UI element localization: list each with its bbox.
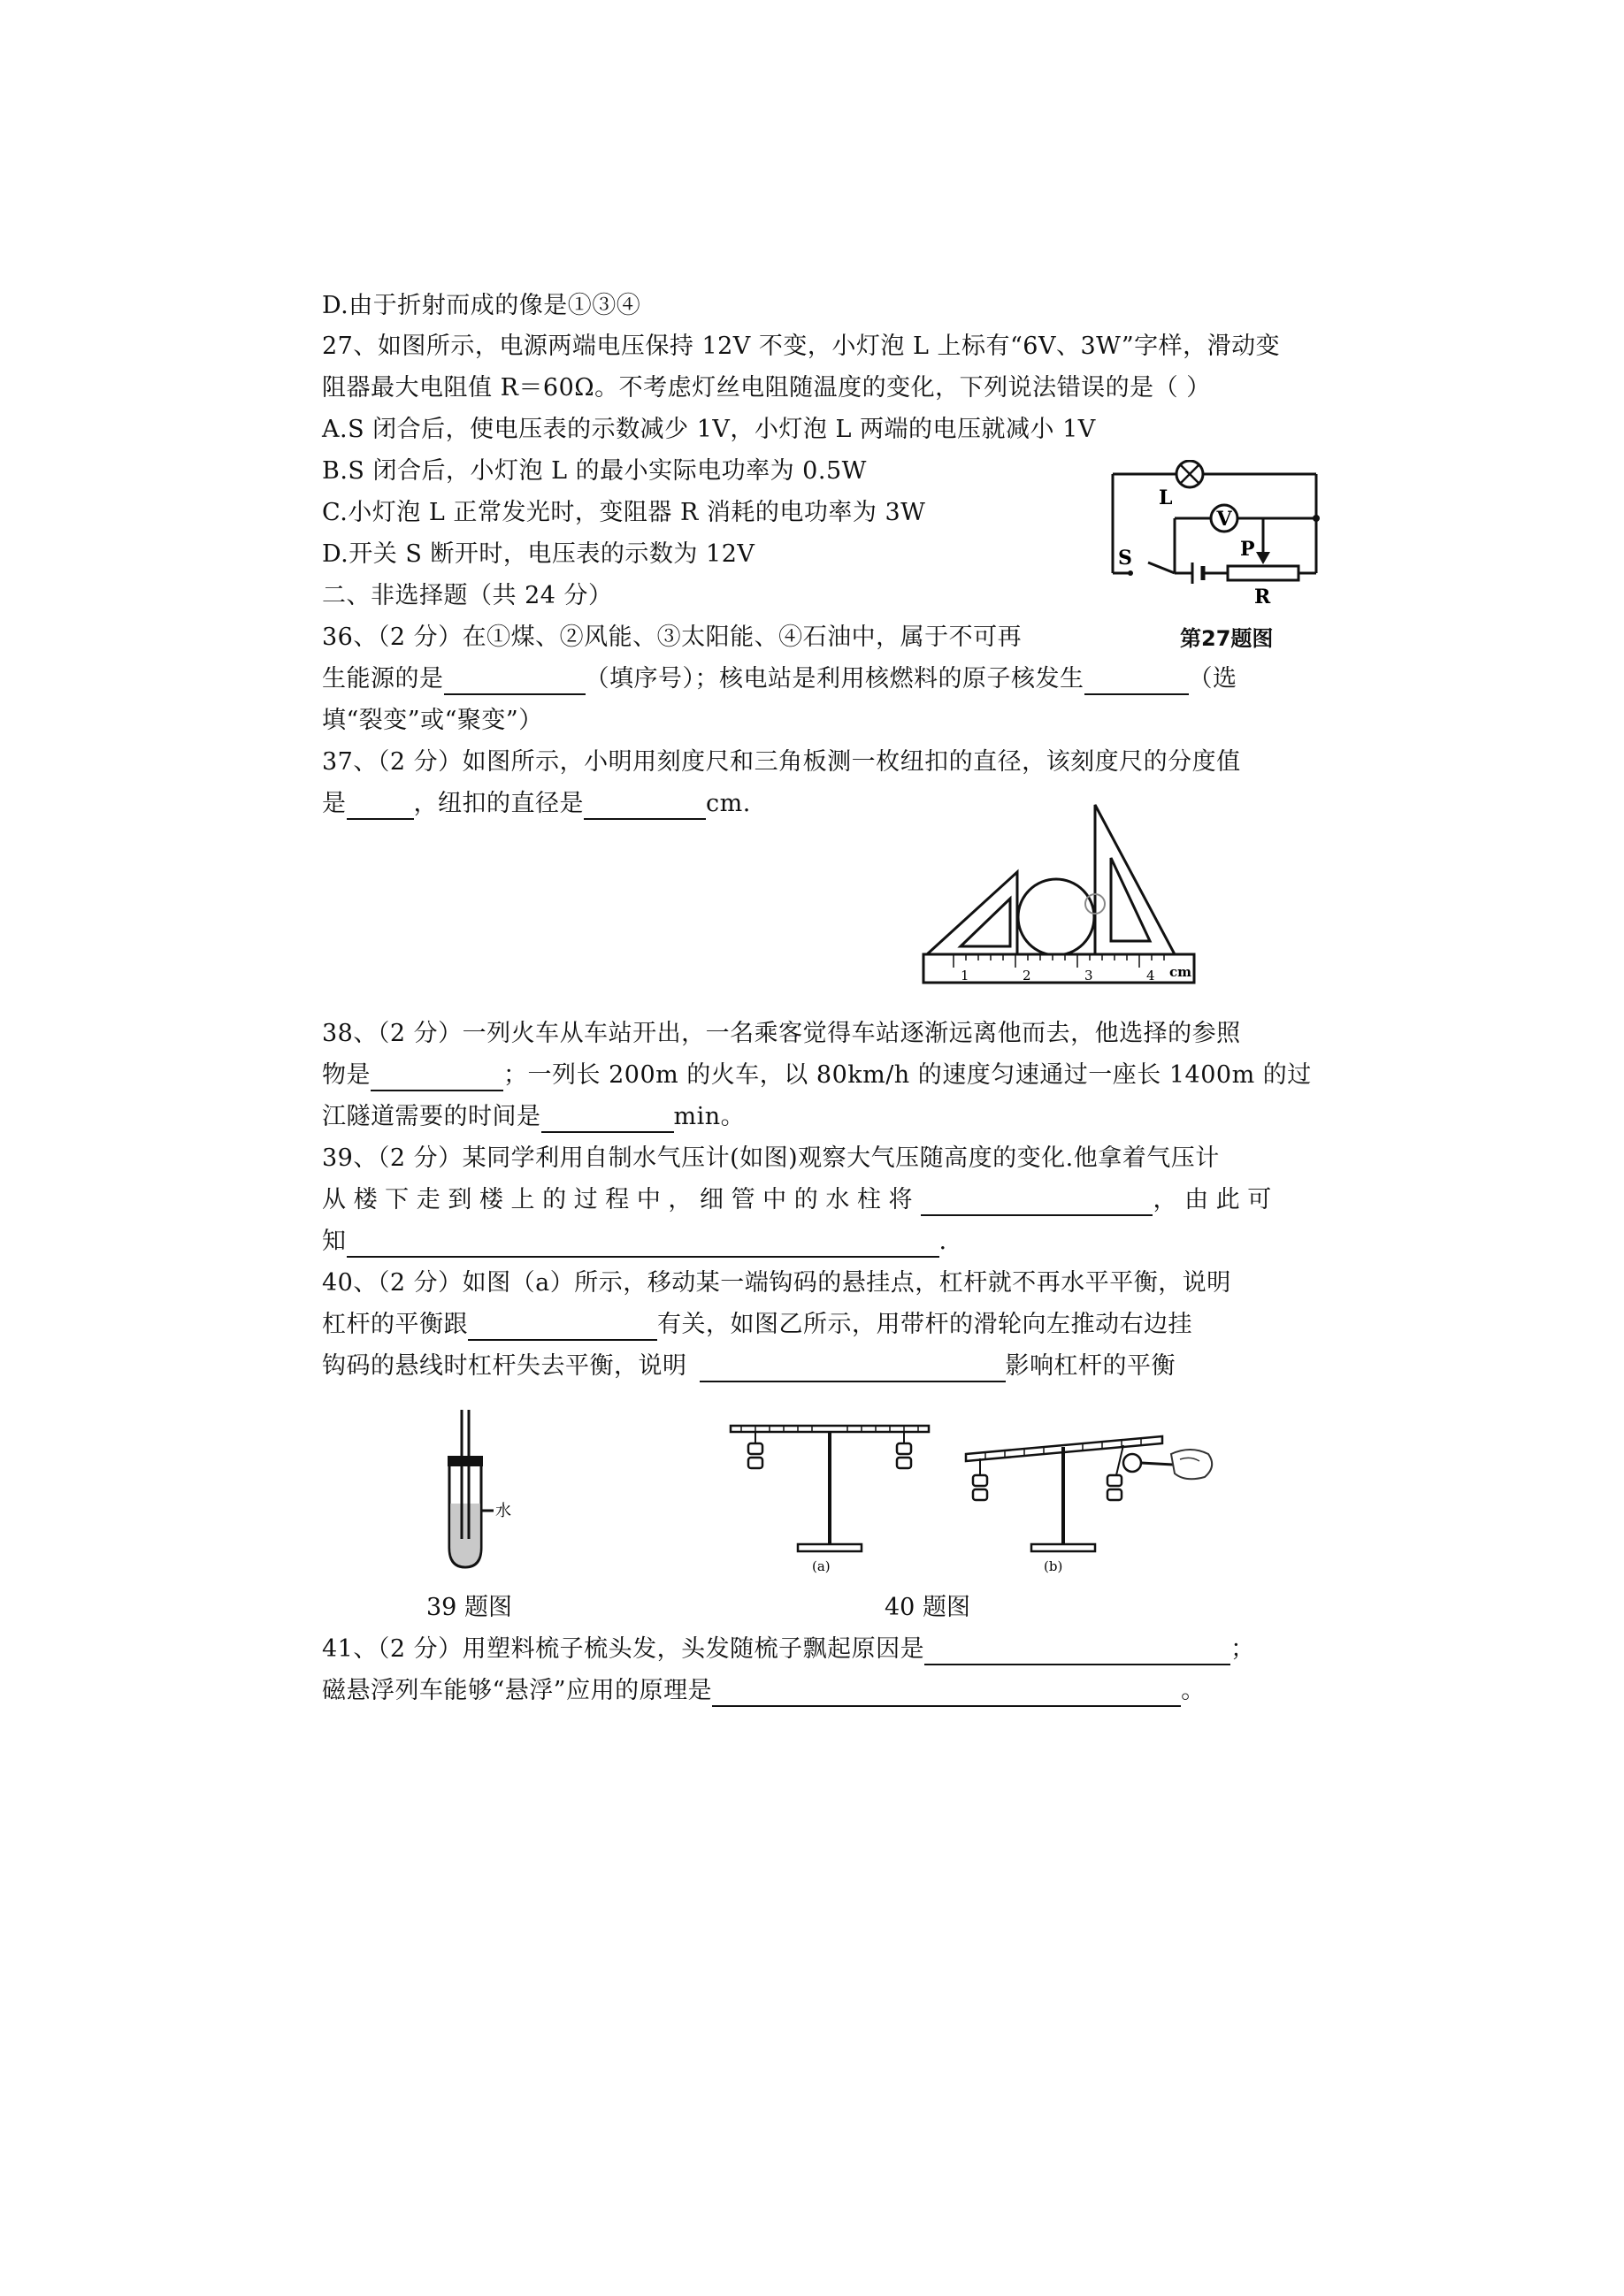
q37-answer-blank-1[interactable] xyxy=(347,792,414,820)
q39-text-d: . xyxy=(938,1228,947,1255)
q36-line2 xyxy=(322,663,1237,695)
q36-text-b: （填序号）；核电站是利用核燃料的原子核发生 xyxy=(585,665,1084,693)
q41-text-c: 磁悬浮列车能够“悬浮”应用的原理是 xyxy=(322,1677,713,1704)
ruler-tick-3: 3 xyxy=(1084,968,1093,983)
q39-line2 xyxy=(322,1184,1271,1216)
q39-line1: 39、（2 分）某同学利用自制水气压计(如图)观察大气压随高度的变化.他拿着气压计 xyxy=(322,1144,1220,1172)
q36-line3: 填“裂变”或“聚变”） xyxy=(322,707,543,734)
q40-text-d: 影响杠杆的平衡 xyxy=(1005,1352,1176,1380)
section2-heading: 二、非选择题（共 24 分） xyxy=(322,582,613,609)
q39-text-a: 从 楼 下 走 到 楼 上 的 过 程 中 ， 细 管 中 的 水 柱 将 xyxy=(322,1186,913,1213)
q40-line1: 40、（2 分）如图（a）所示，移动某一端钩码的悬挂点，杠杆就不再水平平衡，说明 xyxy=(322,1269,1231,1297)
q39-answer-blank-2[interactable] xyxy=(347,1229,939,1258)
q38-answer-blank-2[interactable] xyxy=(541,1105,674,1133)
q38-line3 xyxy=(322,1101,745,1133)
q27-option-c: C.小灯泡 L 正常发光时，变阻器 R 消耗的电功率为 3W xyxy=(322,499,926,526)
q41-text-b: ； xyxy=(1230,1635,1255,1663)
q40-lever-figure-a xyxy=(724,1419,936,1574)
q40-answer-blank-2[interactable] xyxy=(700,1354,1006,1382)
q26-option-d: D.由于折射而成的像是①③④ xyxy=(322,292,641,319)
q40-text-a: 杠杆的平衡跟 xyxy=(322,1311,468,1338)
q40-line3 xyxy=(322,1351,1176,1382)
ruler-tick-1: 1 xyxy=(961,968,969,983)
q37-text-a: 是 xyxy=(322,790,347,817)
q38-text-d: min。 xyxy=(673,1103,746,1130)
q27-figure-caption: 第27题图 xyxy=(1180,626,1274,651)
q27-option-a: A.S 闭合后，使电压表的示数减少 1V，小灯泡 L 两端的电压就减小 1V xyxy=(322,416,1096,443)
q27-voltmeter-label: V xyxy=(1216,508,1232,531)
q38-line1: 38、（2 分）一列火车从车站开出，一名乘客觉得车站逐渐远离他而去，他选择的参照 xyxy=(322,1020,1241,1047)
ruler-tick-2: 2 xyxy=(1023,968,1031,983)
q40-text-c: 钩码的悬线时杠杆失去平衡，说明 xyxy=(322,1352,687,1380)
q38-answer-blank-1[interactable] xyxy=(371,1063,503,1091)
q36-answer-blank-1[interactable] xyxy=(444,667,586,695)
q38-text-a: 物是 xyxy=(322,1061,371,1089)
q37-text-b: ，纽扣的直径是 xyxy=(413,790,584,817)
q37-line2 xyxy=(322,788,751,820)
q39-figure-caption: 39 题图 xyxy=(426,1594,512,1621)
q41-answer-blank-1[interactable] xyxy=(924,1637,1230,1665)
q27-option-b: B.S 闭合后，小灯泡 L 的最小实际电功率为 0.5W xyxy=(322,457,867,485)
q27-stem-line2: 阻器最大电阻值 R＝60Ω。不考虑灯丝电阻随温度的变化，下列说法错误的是（ ） xyxy=(322,374,1211,402)
q41-text-d: 。 xyxy=(1181,1677,1206,1704)
q27-option-d: D.开关 S 断开时，电压表的示数为 12V xyxy=(322,540,755,568)
q37-text-c: cm. xyxy=(706,790,751,817)
ruler-unit: cm xyxy=(1169,964,1192,980)
q39-water-label: 水 xyxy=(495,1502,511,1520)
q27-stem-line1: 27、如图所示，电源两端电压保持 12V 不变，小灯泡 L 上标有“6V、3W”字样，滑动变 xyxy=(322,333,1281,360)
q38-line2 xyxy=(322,1060,1312,1091)
q36-answer-blank-2[interactable] xyxy=(1084,667,1189,695)
ruler-tick-4: 4 xyxy=(1146,968,1155,983)
q36-text-a: 生能源的是 xyxy=(322,665,444,693)
q27-resistor-label: R xyxy=(1254,585,1271,608)
q36-text-c: （选 xyxy=(1188,665,1237,693)
q27-slider-label: P xyxy=(1240,538,1255,561)
q41-answer-blank-2[interactable] xyxy=(712,1679,1181,1707)
q39-text-b: ， 由 此 可 xyxy=(1153,1186,1272,1213)
q39-text-c: 知 xyxy=(322,1228,347,1255)
q40-text-b: 有关，如图乙所示，用带杆的滑轮向左推动右边挂 xyxy=(657,1311,1192,1338)
q27-switch-label: S xyxy=(1118,547,1132,570)
q41-text-a: 41、（2 分）用塑料梳子梳头发，头发随梳子飘起原因是 xyxy=(322,1635,925,1663)
q39-barometer-figure xyxy=(437,1406,543,1574)
q37-answer-blank-2[interactable] xyxy=(584,792,706,820)
q38-text-c: 江隧道需要的时间是 xyxy=(322,1103,541,1130)
q39-answer-blank-1[interactable] xyxy=(921,1188,1153,1216)
q37-ruler-figure xyxy=(918,800,1201,991)
q40-answer-blank-1[interactable] xyxy=(468,1313,657,1341)
q40-figure-caption: 40 题图 xyxy=(885,1594,970,1621)
q37-line1: 37、（2 分）如图所示，小明用刻度尺和三角板测一枚纽扣的直径，该刻度尺的分度值 xyxy=(322,748,1241,776)
q39-line3 xyxy=(322,1226,947,1258)
q41-line1 xyxy=(322,1634,1255,1665)
q40-label-a: (a) xyxy=(812,1558,831,1574)
q40-lever-figure-b xyxy=(959,1419,1224,1574)
q40-label-b: (b) xyxy=(1044,1558,1063,1574)
q38-text-b: ；一列长 200m 的火车，以 80km/h 的速度匀速通过一座长 1400m 的过 xyxy=(503,1061,1312,1089)
q27-lamp-label: L xyxy=(1159,486,1173,509)
q41-line2 xyxy=(322,1675,1206,1707)
q36-line1: 36、（2 分）在①煤、②风能、③太阳能、④石油中，属于不可再 xyxy=(322,624,1023,651)
q40-line2 xyxy=(322,1309,1192,1341)
